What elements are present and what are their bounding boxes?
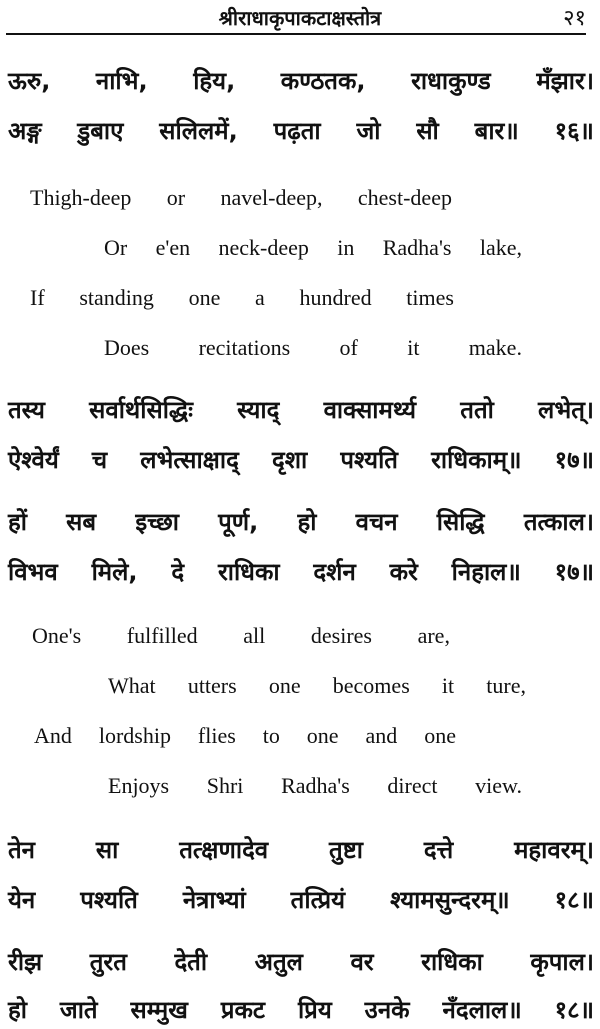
word: view. <box>475 773 522 798</box>
word: make. <box>468 335 522 360</box>
word: navel-deep, <box>220 185 323 210</box>
word: दर्शन <box>313 558 356 586</box>
verse-17-english-line-4 <box>108 773 522 799</box>
word: बार॥ <box>474 117 519 145</box>
word: स्याद् <box>237 396 280 424</box>
page-number: २१ <box>563 6 586 31</box>
word: रीझ <box>8 948 43 976</box>
word: प्रिय <box>297 996 332 1024</box>
word: Enjoys <box>108 773 170 798</box>
word: ऊरु, <box>8 67 51 95</box>
verse-16-english-line-4 <box>104 335 522 361</box>
word: करे <box>389 558 418 586</box>
word: उनके <box>364 996 410 1024</box>
verse-16-english-line-3 <box>30 285 454 311</box>
word: neck-deep <box>218 235 309 260</box>
verse-18-sanskrit-line-1 <box>8 833 594 866</box>
word: १६॥ <box>554 117 594 145</box>
word: दे <box>171 558 185 586</box>
word: सिद्धि <box>436 508 485 536</box>
verse-17-hindi-line-1 <box>8 505 594 538</box>
word: ऐश्वेर्यं <box>8 446 59 474</box>
word: chest-deep <box>357 185 452 210</box>
word: one <box>424 723 456 748</box>
word: निहाल॥ <box>451 558 521 586</box>
word: or <box>166 185 186 210</box>
word: becomes <box>332 673 410 698</box>
word: मँझार। <box>536 67 594 95</box>
word: lordship <box>98 723 171 748</box>
verse-17-english-line-1 <box>32 623 450 649</box>
verse-17-english-line-2 <box>108 673 526 699</box>
word: हो <box>8 996 27 1024</box>
word: to <box>262 723 280 748</box>
word: standing <box>79 285 154 310</box>
word: सौ <box>416 117 439 145</box>
verse-16-hindi-line-1 <box>8 64 594 97</box>
word: ture, <box>486 673 526 698</box>
word: What <box>108 673 156 698</box>
word: one <box>188 285 221 310</box>
word: And <box>34 723 72 748</box>
word: सा <box>95 836 119 864</box>
page-title: श्रीराधाकृपाकटाक्षस्तोत्र <box>218 6 382 30</box>
word: recitations <box>198 335 291 360</box>
word: राधाकुण्ड <box>411 67 491 95</box>
word: Radha's <box>382 235 452 260</box>
word: तत्क्षणादेव <box>179 836 269 864</box>
verse-17-sanskrit-line-1 <box>8 393 594 426</box>
word: Shri <box>206 773 244 798</box>
word: लभेत्। <box>538 396 594 424</box>
word: जो <box>356 117 381 145</box>
word: utters <box>187 673 237 698</box>
word: हिय, <box>193 67 236 95</box>
word: हो <box>297 508 317 536</box>
word: दत्ते <box>423 836 454 864</box>
word: Does <box>104 335 150 360</box>
word: सलिलमें, <box>159 117 238 145</box>
word: Thigh-deep <box>30 185 132 210</box>
header-rule <box>6 33 586 35</box>
verse-16-english-line-2 <box>104 235 522 261</box>
word: flies <box>197 723 236 748</box>
word: जाते <box>59 996 98 1024</box>
word: वचन <box>355 508 398 536</box>
word: Or <box>104 235 128 260</box>
word: it <box>407 335 420 360</box>
word: e'en <box>155 235 191 260</box>
verse-16-hindi-line-2 <box>8 114 594 147</box>
word: राधिकाम्॥ <box>431 446 522 474</box>
word: one <box>306 723 339 748</box>
word: नाभि, <box>95 67 148 95</box>
word: नँदलाल॥ <box>442 996 522 1024</box>
word: च <box>91 446 108 474</box>
word: पढ़ता <box>273 117 321 145</box>
word: times <box>406 285 454 310</box>
word: विभव <box>8 558 58 586</box>
verse-18-hindi-line-1 <box>8 945 594 978</box>
word: मिले, <box>91 558 138 586</box>
word: वर <box>350 948 374 976</box>
word: तत्काल। <box>523 508 594 536</box>
word: कृपाल। <box>530 948 594 976</box>
word: If <box>30 285 45 310</box>
word: तस्य <box>8 396 45 424</box>
verse-16-english-line-1 <box>30 185 452 211</box>
word: इच्छा <box>135 508 179 536</box>
word: डुबाए <box>77 117 124 145</box>
word: प्रकट <box>220 996 266 1024</box>
word: अङ्ग <box>8 117 42 145</box>
page-header <box>0 0 600 34</box>
verse-17-sanskrit-line-2 <box>8 443 594 476</box>
word: सम्मुख <box>130 996 188 1024</box>
word: १८॥ <box>554 996 594 1024</box>
word: दृशा <box>271 446 308 474</box>
word: ततो <box>460 396 494 424</box>
word: one <box>268 673 301 698</box>
word: पश्यति <box>340 446 398 474</box>
word: नेत्राभ्यां <box>182 886 246 914</box>
word: राधिका <box>217 558 280 586</box>
verse-18-sanskrit-line-2 <box>8 883 594 916</box>
verse-17-english-line-3 <box>34 723 456 749</box>
verse-18-hindi-line-2 <box>8 993 594 1026</box>
word: पश्यति <box>80 886 138 914</box>
word: direct <box>387 773 438 798</box>
word: महावरम्। <box>514 836 594 864</box>
word: of <box>339 335 358 360</box>
word: Radha's <box>281 773 350 798</box>
word: it <box>441 673 455 698</box>
word: पूर्ण, <box>218 508 259 536</box>
word: कण्ठतक, <box>280 67 366 95</box>
word: हों <box>8 508 27 536</box>
word: desires <box>310 623 372 648</box>
word: तत्प्रियं <box>290 886 346 914</box>
word: तेन <box>8 836 35 864</box>
word: are, <box>417 623 450 648</box>
word: तुरत <box>89 948 127 976</box>
word: देती <box>174 948 208 976</box>
word: hundred <box>299 285 372 310</box>
word: राधिका <box>421 948 483 976</box>
verse-17-hindi-line-2 <box>8 555 594 588</box>
word: fulfilled <box>126 623 198 648</box>
word: सब <box>66 508 97 536</box>
word: १८॥ <box>554 886 594 914</box>
word: अतुल <box>254 948 303 976</box>
word: १७॥ <box>554 558 594 586</box>
word: वाक्सामर्थ्य <box>323 396 417 424</box>
word: lake, <box>479 235 522 260</box>
word: लभेत्साक्षाद् <box>140 446 239 474</box>
word: सर्वार्थसिद्धिः <box>89 396 193 424</box>
word: श्यामसुन्दरम्॥ <box>390 886 510 914</box>
word: १७॥ <box>554 446 594 474</box>
word: in <box>337 235 355 260</box>
word: a <box>255 285 265 310</box>
word: येन <box>8 886 36 914</box>
word: One's <box>32 623 82 648</box>
word: तुष्टा <box>329 836 363 864</box>
word: and <box>365 723 398 748</box>
word: all <box>243 623 266 648</box>
